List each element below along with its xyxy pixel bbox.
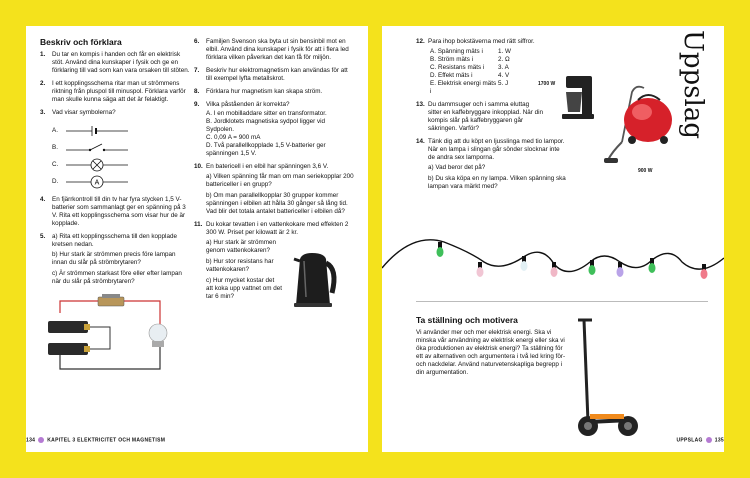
question-3: 3. Vad visar symbolerna? (40, 109, 116, 116)
matching-table: A. Spänning mäts i 1. W B. Ström mäts i 2. Ω C. Resistans mäts i 3. A D. Effekt mäts i 4. V E. Elektrisk energi mäts i 5. J (430, 48, 511, 95)
light-bulb-icon (437, 242, 444, 257)
question-9: 9. Vilka påståenden är korrekta? (194, 101, 290, 108)
light-bulb-icon (701, 264, 708, 279)
question-13: 13. Du dammsuger och i samma eluttag sitter en kaffebryggare inkopplad. När din kompis slår på kaffebryggaren går säkringen. Varför? (416, 101, 544, 132)
symbol-d: D. A (52, 173, 190, 190)
lamp-symbol-icon (62, 158, 132, 172)
question-11-subs (194, 239, 282, 309)
question-5b: b) Hur stark är strömmen precis före lampan innan du slår på strömbrytaren? (52, 251, 176, 266)
symbols-diagram (52, 122, 190, 190)
question-11: 11. Du kokar tevatten i en vattenkokare med effekten 2 300 W. Priset per kilowatt är 2 kr. (194, 221, 349, 236)
question-11b: b) Hur stor resistans har vattenkokaren? (206, 258, 274, 273)
coffee-maker-icon (560, 74, 596, 120)
section-divider (416, 301, 708, 302)
right-page (382, 26, 724, 452)
symbol-c: C. (52, 156, 190, 173)
question-5c: c) Är strömmen starkast före eller efter lampan när du slår på strömbrytaren? (52, 270, 182, 285)
question-14a: a) Vad beror det på? (428, 164, 486, 171)
question-11c: c) Hur mycket kostar det att koka upp vattnet om det tar 6 min? (206, 277, 282, 300)
debate-heading: Ta ställning och motivera (416, 315, 518, 325)
kettle-icon (282, 247, 342, 309)
string-lights-image (382, 222, 724, 296)
battery-symbol-icon (62, 124, 132, 138)
question-4: 4. En fjärrkontroll till din tv har fyra stycken 1,5 V-batterier som sammanlagt ger en spänning på 3 V. Rita ett kopplingsschema som visar hur de är kopplade. (40, 196, 186, 227)
electric-scooter-icon (566, 312, 640, 444)
light-bulb-icon (477, 262, 484, 277)
footer-dot-icon (706, 437, 712, 443)
vacuum-label: 900 W (638, 168, 653, 174)
right-column-1 (416, 38, 566, 194)
question-9c: C. 0,09 A = 900 mA (206, 134, 261, 141)
left-column-1 (40, 38, 190, 380)
svg-text:A: A (94, 179, 100, 186)
question-14: 14. Tänk dig att du köpt en ljusslinga med tio lampor. När en lampa i slingan går sönder slocknar inte de andra sex lamporna. (416, 138, 565, 161)
right-footer: UPPSLAG 135 (676, 437, 724, 443)
question-7: 7. Beskriv hur elektromagnetism kan användas för att till exempel lyfta metallskrot. (194, 67, 348, 82)
question-11-block (194, 239, 354, 309)
question-5: 5. a) Rita ett kopplingsschema till den kopplade kretsen nedan. (40, 233, 177, 248)
light-bulb-icon (551, 262, 558, 277)
question-10b: b) Om man parallellkopplar 30 grupper kommer spänningen i elbilen att hålla 30 gånger så lång tid. Vad blir det totala antalet battericeller i elbilen då? (206, 192, 348, 215)
question-9b: B. Jordklotets magnetiska sydpol ligger vid Sydpolen. (206, 118, 325, 133)
question-6: 6. Familjen Svenson ska byta ut sin bensinbil mot en elbil. Använd dina kunskaper i fysik för att i flera led förklara vilken påverkan det kan få för miljön. (194, 38, 349, 61)
question-8: 8. Förklara hur magnetism kan skapa ström. (194, 88, 323, 95)
question-9d: D. Två parallellkopplade 1,5 V-batterier ger spänningen 1,5 V. (206, 142, 326, 157)
left-footer: 134 KAPITEL 3 ELEKTRICITET OCH MAGNETISM (26, 437, 166, 443)
debate-text: Vi använder mer och mer elektrisk energi. Ska vi minska vår användning av elektrisk energi eller ska vi öka produktionen av elektrisk energi? Ta ställning för ett av alternativen och argumentera i två led kring för- och nackdelar. Använd naturvetenskapliga begrepp i din argumentation. (416, 329, 566, 376)
symbol-b: B. (52, 139, 190, 156)
symbol-a: A. (52, 122, 190, 139)
question-2: 2. I ett kopplingsschema ritar man ut strömmens riktning från pluspol till minuspol. Förklara varför man skulle kunna säga att det är felaktigt. (40, 80, 186, 103)
debate-section (416, 316, 566, 377)
section-heading: Beskriv och förklara (40, 37, 122, 47)
question-10a: a) Vilken spänning får man om man seriekopplar 200 battericeller i en grupp? (206, 173, 354, 188)
question-10: 10. En batericell i en elbil har spänningen 3,6 V. (194, 163, 329, 170)
left-page (26, 26, 368, 452)
light-bulb-icon (649, 258, 656, 273)
ammeter-symbol-icon (62, 175, 132, 189)
vacuum-cleaner-icon (604, 82, 678, 166)
question-12: 12. Para ihop bokstäverna med rätt siffror. (416, 38, 535, 45)
left-column-2 (194, 38, 354, 309)
footer-dot-icon (38, 437, 44, 443)
question-11a: a) Hur stark är strömmen genom vattenkokaren? (206, 239, 276, 254)
circuit-photo (40, 291, 180, 377)
question-1: 1. Du tar en kompis i handen och får en elektrisk stöt. Använd dina kunskaper i fysik och ge en förklaring till vad som kan vara orsaken till stöten. (40, 51, 190, 74)
coffee-maker-label: 1700 W (538, 81, 556, 87)
switch-symbol-icon (62, 141, 132, 155)
vertical-title: Uppslag (678, 30, 708, 140)
question-9a: A. I en mobilladdare sitter en transformator. (206, 110, 327, 117)
question-14b: b) Du ska köpa en ny lampa. Vilken spänning ska lampan vara märkt med? (428, 175, 566, 190)
